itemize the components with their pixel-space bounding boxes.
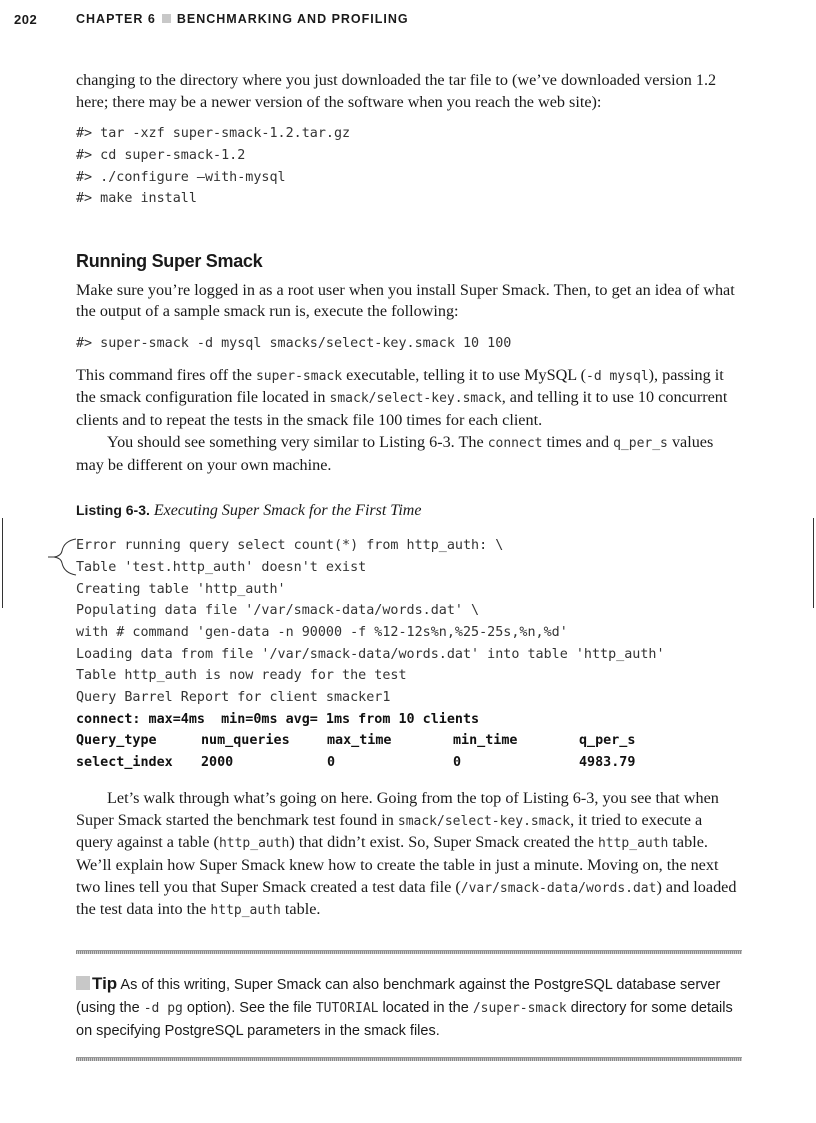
text-run: , and telling it to use 10 concurrent clients and to repeat the tests in the smack file 100 times for each client. <box>76 388 728 430</box>
square-bullet-icon <box>162 14 171 23</box>
inline-code: -d mysql <box>586 368 649 384</box>
right-margin-mark <box>813 518 814 608</box>
text-run: This command fires off the <box>76 365 256 384</box>
walkthrough-paragraph <box>76 788 742 922</box>
report-header-cell: max_time <box>327 733 392 749</box>
listing-line: Populating data file '/var/smack-data/words.dat' \ <box>76 603 480 619</box>
inline-code: http_auth <box>218 836 290 852</box>
report-cell: 4983.79 <box>579 755 636 771</box>
text-run: As of this writing, Super Smack can also benchmark against the PostgreSQL database server (using the <box>76 977 721 1016</box>
tip-label: Tip <box>92 974 118 993</box>
report-cell: 2000 <box>201 755 234 771</box>
section-heading: Running Super Smack <box>76 250 263 271</box>
text-run: ) and loaded the test data into the <box>76 877 737 919</box>
text-run: table. We’ll explain how Super Smack knew how to create the table in just a minute. Moving on, the next two lines tell you that Super Smack created a test data file ( <box>76 833 719 896</box>
listing-caption <box>76 500 742 521</box>
tip-square-icon <box>76 976 90 990</box>
chapter-label: CHAPTER 6 <box>76 12 156 26</box>
code-line: #> ./configure –with-mysql <box>76 169 286 185</box>
inline-code: http_auth <box>597 836 669 852</box>
inline-code: TUTORIAL <box>315 1001 379 1016</box>
listing-line: Error running query select count(*) from http_auth: \ <box>76 538 504 554</box>
listing-line: Query Barrel Report for client smacker1 <box>76 690 391 706</box>
tip-box <box>76 950 742 1061</box>
command-code-block <box>76 333 742 355</box>
wrapped-line-bracket-icon <box>48 537 78 577</box>
section-paragraph: Make sure you’re logged in as a root user when you install Super Smack. Then, to get an idea of what the output of a sample smack run is, execute the following: <box>76 280 735 321</box>
text-run: table. <box>280 900 321 919</box>
report-cell: 0 <box>327 755 336 771</box>
text-run: located in the <box>378 1000 473 1016</box>
listing-line: with # command 'gen-data -n 90000 -f %12-12s%n,%25-25s,%n,%d' <box>76 625 568 641</box>
report-header-row <box>76 730 742 752</box>
page-body <box>76 70 742 922</box>
chapter-title: BENCHMARKING AND PROFILING <box>176 12 409 26</box>
text-run: ) that didn’t exist. So, Super Smack created the <box>289 833 598 852</box>
report-cell: select_index <box>76 755 173 771</box>
text-run: ), passing it the smack configuration file located in <box>76 365 724 407</box>
code-line: #> super-smack -d mysql smacks/select-key.smack 10 100 <box>76 336 512 352</box>
text-run: Let’s walk through what’s going on here. Going from the top of Listing 6-3, you see that when Super Smack started the benchmark test found in <box>76 788 719 829</box>
inline-code: q_per_s <box>613 435 668 451</box>
listing-label: Listing 6-3. <box>76 502 150 519</box>
tip-bottom-rule <box>76 1057 742 1061</box>
tip-text <box>76 954 742 1057</box>
listing-output <box>76 535 742 774</box>
code-line: #> tar -xzf super-smack-1.2.tar.gz <box>76 126 351 142</box>
report-header-cell: min_time <box>453 733 518 749</box>
text-run: times and <box>542 432 614 451</box>
text-run: executable, telling it to use MySQL ( <box>342 365 587 384</box>
inline-code: super-smack <box>255 368 343 384</box>
listing-line: Creating table 'http_auth' <box>76 581 286 597</box>
report-header-cell: q_per_s <box>579 733 636 749</box>
running-header <box>0 12 816 30</box>
listing-title: Executing Super Smack for the First Time <box>153 502 422 520</box>
listing-line: Table 'test.http_auth' doesn't exist <box>76 559 367 575</box>
report-header-cell: num_queries <box>201 733 290 749</box>
listing-line: Table http_auth is now ready for the test <box>76 668 407 684</box>
listing-reference-paragraph <box>76 432 742 476</box>
code-line: #> make install <box>76 191 197 207</box>
text-run: directory for some details on specifying PostgreSQL parameters in the smack files. <box>76 1000 733 1039</box>
inline-code: http_auth <box>210 903 281 919</box>
chapter-heading <box>76 12 409 26</box>
inline-code: smack/select-key.smack <box>329 391 502 407</box>
command-explanation-paragraph <box>76 365 742 432</box>
install-code-block <box>76 123 742 209</box>
page-number: 202 <box>14 12 38 27</box>
text-run: You should see something very similar to Listing 6-3. The <box>107 432 488 451</box>
report-header-cell: Query_type <box>76 733 157 749</box>
left-margin-mark <box>2 518 3 608</box>
code-line: #> cd super-smack-1.2 <box>76 148 246 163</box>
report-data-row <box>76 752 742 774</box>
inline-code: -d pg <box>143 1001 183 1016</box>
inline-code: connect <box>487 435 543 451</box>
intro-paragraph: changing to the directory where you just downloaded the tar file to (we’ve downloaded version 1.2 here; there may be a newer version of the software when you reach the web site): <box>76 71 717 111</box>
text-run: option). See the file <box>182 1000 316 1016</box>
inline-code: /super-smack <box>472 1001 567 1016</box>
inline-code: /var/smack-data/words.dat <box>460 880 657 896</box>
text-run: values may be different on your own machine. <box>76 432 714 474</box>
connect-summary-line: connect: max=4ms min=0ms avg= 1ms from 10 clients <box>76 711 480 727</box>
inline-code: smack/select-key.smack <box>397 813 571 829</box>
listing-line: Loading data from file '/var/smack-data/words.dat' into table 'http_auth' <box>76 646 665 662</box>
text-run: , it tried to execute a query against a table ( <box>76 810 703 852</box>
report-cell: 0 <box>453 755 462 771</box>
